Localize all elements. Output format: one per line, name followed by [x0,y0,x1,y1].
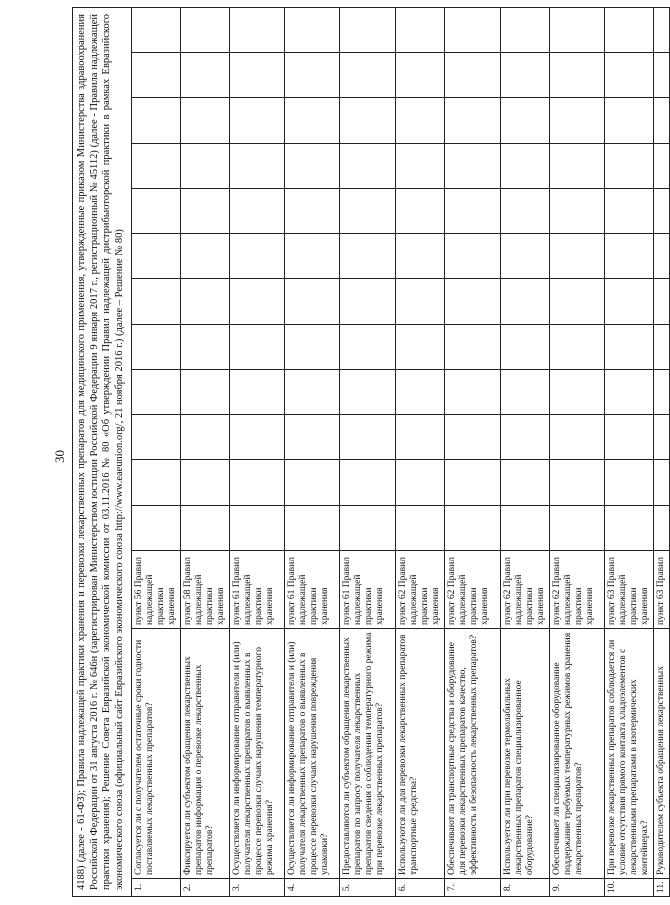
answer-cell[interactable] [396,505,445,550]
answer-cell[interactable] [550,234,605,279]
answer-cell[interactable] [181,415,230,460]
question-text: При перевозке лекарственных препаратов соблюдается ли условие отсутствия прямого контакта хладоэлементов с лекарственными препаратами в изотермических контейнерах? [605,629,654,879]
answer-cell[interactable] [340,370,396,415]
table-row [654,8,670,897]
answer-cell[interactable] [605,279,654,324]
answer-cell[interactable] [445,98,501,143]
answer-cell[interactable] [501,370,550,415]
answer-cell[interactable] [132,53,181,98]
answer-cell[interactable] [550,53,605,98]
row-number: 1. [132,879,181,897]
answer-cell[interactable] [654,8,670,53]
question-text: Обеспечивают ли транспортные средства и оборудование для перевозки лекарственных препаратов качество, эффективность и безопасность лекарственных препаратов? [445,629,501,879]
answer-cell[interactable] [501,234,550,279]
requirement-reference: пункт 62 Правил надлежащей практики хранения [550,551,605,629]
answer-cell[interactable] [285,505,340,550]
answer-cell[interactable] [340,53,396,98]
answer-cell[interactable] [285,189,340,234]
answer-cell[interactable] [230,324,285,369]
table-row [340,8,396,897]
answer-cell[interactable] [654,324,670,369]
answer-cell[interactable] [340,98,396,143]
answer-cell[interactable] [396,8,445,53]
answer-cell[interactable] [550,415,605,460]
table-row [501,8,550,897]
answer-cell[interactable] [230,189,285,234]
answer-cell[interactable] [605,234,654,279]
answer-cell[interactable] [285,53,340,98]
answer-cell[interactable] [132,415,181,460]
question-text: Осуществляется ли информирование отправителя и (или) получателя лекарственных препаратов о выявленных в процессе перевозки случаях нарушения температурного режима хранения? [230,629,285,879]
answer-cell[interactable] [340,324,396,369]
answer-cell[interactable] [132,505,181,550]
answer-cell[interactable] [550,370,605,415]
answer-cell[interactable] [340,279,396,324]
question-text: Согласуется ли с получателем остаточные сроки годности поставляемых лекарственных препаратов? [132,629,181,879]
answer-cell[interactable] [340,143,396,188]
answer-cell[interactable] [340,234,396,279]
requirement-reference: пункт 62 Правил надлежащей практики хранения [501,551,550,629]
answer-cell[interactable] [654,143,670,188]
answer-cell[interactable] [654,98,670,143]
answer-cell[interactable] [445,143,501,188]
answer-cell[interactable] [181,460,230,505]
answer-cell[interactable] [550,98,605,143]
answer-cell[interactable] [445,234,501,279]
checklist-table [131,7,670,897]
answer-cell[interactable] [605,189,654,234]
answer-cell[interactable] [181,53,230,98]
answer-cell[interactable] [340,189,396,234]
requirement-reference: пункт 58 Правил надлежащей практики хранения [181,551,230,629]
answer-cell[interactable] [132,234,181,279]
answer-cell[interactable] [181,279,230,324]
answer-cell[interactable] [501,279,550,324]
answer-cell[interactable] [445,505,501,550]
answer-cell[interactable] [181,505,230,550]
answer-cell[interactable] [445,370,501,415]
answer-cell[interactable] [132,189,181,234]
question-text: Руководителем субъекта обращения лекарственных [654,629,670,879]
answer-cell[interactable] [181,143,230,188]
answer-cell[interactable] [132,143,181,188]
answer-cell[interactable] [550,143,605,188]
answer-cell[interactable] [181,98,230,143]
answer-cell[interactable] [605,324,654,369]
answer-cell[interactable] [132,324,181,369]
answer-cell[interactable] [550,460,605,505]
answer-cell[interactable] [654,189,670,234]
answer-cell[interactable] [550,8,605,53]
answer-cell[interactable] [396,98,445,143]
answer-cell[interactable] [605,415,654,460]
answer-cell[interactable] [396,53,445,98]
answer-cell[interactable] [501,143,550,188]
table-row [132,8,181,897]
answer-cell[interactable] [605,460,654,505]
answer-cell[interactable] [181,234,230,279]
answer-cell[interactable] [181,324,230,369]
table-row [285,8,340,897]
answer-cell[interactable] [445,460,501,505]
table-row [605,8,654,897]
answer-cell[interactable] [501,189,550,234]
answer-cell[interactable] [132,8,181,53]
answer-cell[interactable] [230,53,285,98]
answer-cell[interactable] [654,53,670,98]
question-text: Используется ли при перевозке термолабильных лекарственных препаратов специализированное оборудование? [501,629,550,879]
table-row [230,8,285,897]
answer-cell[interactable] [340,505,396,550]
answer-cell[interactable] [654,505,670,550]
answer-cell[interactable] [605,98,654,143]
answer-cell[interactable] [501,98,550,143]
answer-cell[interactable] [396,143,445,188]
question-text: Фиксируется ли субъектом обращения лекарственных препаратов информация о перевозке лекарственных препаратов? [181,629,230,879]
answer-cell[interactable] [285,415,340,460]
answer-cell[interactable] [501,505,550,550]
row-number: 11. [654,879,670,897]
row-number: 6. [396,879,445,897]
answer-cell[interactable] [605,505,654,550]
answer-cell[interactable] [230,279,285,324]
answer-cell[interactable] [340,460,396,505]
requirement-reference: пункт 62 Правил надлежащей практики хранения [445,551,501,629]
answer-cell[interactable] [132,279,181,324]
answer-cell[interactable] [445,8,501,53]
answer-cell[interactable] [654,279,670,324]
answer-cell[interactable] [396,279,445,324]
answer-cell[interactable] [285,324,340,369]
row-number: 10. [605,879,654,897]
answer-cell[interactable] [445,415,501,460]
table-row [550,8,605,897]
answer-cell[interactable] [132,460,181,505]
answer-cell[interactable] [550,279,605,324]
question-text: Осуществляется ли информирование отправителя и (или) получателя лекарственных препаратов о выявленных в процессе перевозки случаях нарушения повреждения упаковки? [285,629,340,879]
question-text: Предоставляются ли субъектом обращения лекарственных препаратов по запросу получателя лекарственных препаратов сведения о соблюдении температурного режима при перевозке лекарственных препаратов? [340,629,396,879]
answer-cell[interactable] [654,460,670,505]
table-row [396,8,445,897]
answer-cell[interactable] [285,460,340,505]
answer-cell[interactable] [230,234,285,279]
answer-cell[interactable] [605,8,654,53]
requirement-reference: пункт 63 Правил надлежащей практики хранения [605,551,654,629]
answer-cell[interactable] [654,370,670,415]
answer-cell[interactable] [132,370,181,415]
answer-cell[interactable] [285,279,340,324]
answer-cell[interactable] [445,324,501,369]
row-number: 5. [340,879,396,897]
answer-cell[interactable] [285,370,340,415]
requirement-reference: пункт 56 Правил надлежащей практики хранения [132,551,181,629]
requirement-reference: пункт 61 Правил надлежащей практики хранения [230,551,285,629]
answer-cell[interactable] [445,53,501,98]
answer-cell[interactable] [181,370,230,415]
answer-cell[interactable] [396,324,445,369]
answer-cell[interactable] [550,505,605,550]
requirement-reference: пункт 63 Правил [654,551,670,629]
requirement-reference: пункт 62 Правил надлежащей практики хранения [396,551,445,629]
answer-cell[interactable] [501,324,550,369]
row-number: 8. [501,879,550,897]
answer-cell[interactable] [230,98,285,143]
answer-cell[interactable] [340,415,396,460]
answer-cell[interactable] [285,234,340,279]
answer-cell[interactable] [396,370,445,415]
answer-cell[interactable] [550,324,605,369]
answer-cell[interactable] [445,189,501,234]
answer-cell[interactable] [501,460,550,505]
answer-cell[interactable] [605,53,654,98]
answer-cell[interactable] [181,189,230,234]
row-number: 3. [230,879,285,897]
answer-cell[interactable] [230,415,285,460]
page-number: 30 [52,450,67,463]
row-number: 7. [445,879,501,897]
answer-cell[interactable] [605,370,654,415]
answer-cell[interactable] [605,143,654,188]
answer-cell[interactable] [132,98,181,143]
row-number: 2. [181,879,230,897]
answer-cell[interactable] [340,8,396,53]
regulation-note: 4188) (далее - 61-ФЗ); Правила надлежащей практики хранения и перевозки лекарственных препаратов для медицинского применения, утвержденные приказом Министерства здравоохранения Российской Федерации от 31 августа 2016 г. № 646н (зарегистрирован Министерством юстиции Российской Федерации 9 января 2017 г., регистрационный № 45112) (далее - Правила надлежащей практики хранения); Решение Совета Евразийской экономической комиссии от 03.11.2016 № 80 «Об утверждении Правил надлежащей дистрибьюторской практики в рамках Евразийского экономического союза (официальный сайт Евразийского экономического союза http://www.eaeunion.org/, 21 ноября 2016 г.) (далее – Решение № 80) [72,7,132,897]
answer-cell[interactable] [550,189,605,234]
table-row [181,8,230,897]
answer-cell[interactable] [285,8,340,53]
answer-cell[interactable] [230,460,285,505]
answer-cell[interactable] [501,53,550,98]
answer-cell[interactable] [445,279,501,324]
answer-cell[interactable] [654,234,670,279]
answer-cell[interactable] [396,460,445,505]
requirement-reference: пункт 61 Правил надлежащей практики хранения [340,551,396,629]
answer-cell[interactable] [501,8,550,53]
answer-cell[interactable] [396,415,445,460]
question-text: Обеспечивает ли специализированное оборудование поддержание требуемых температурных режимов хранения лекарственных препаратов? [550,629,605,879]
answer-cell[interactable] [230,370,285,415]
question-text: Используются ли для перевозки лекарственных препаратов транспортные средства? [396,629,445,879]
answer-cell[interactable] [181,8,230,53]
answer-cell[interactable] [230,8,285,53]
row-number: 9. [550,879,605,897]
requirement-reference: пункт 61 Правил надлежащей практики хранения [285,551,340,629]
answer-cell[interactable] [501,415,550,460]
answer-cell[interactable] [285,143,340,188]
answer-cell[interactable] [654,415,670,460]
answer-cell[interactable] [230,143,285,188]
answer-cell[interactable] [396,189,445,234]
answer-cell[interactable] [396,234,445,279]
row-number: 4. [285,879,340,897]
answer-cell[interactable] [230,505,285,550]
table-row [445,8,501,897]
answer-cell[interactable] [285,98,340,143]
